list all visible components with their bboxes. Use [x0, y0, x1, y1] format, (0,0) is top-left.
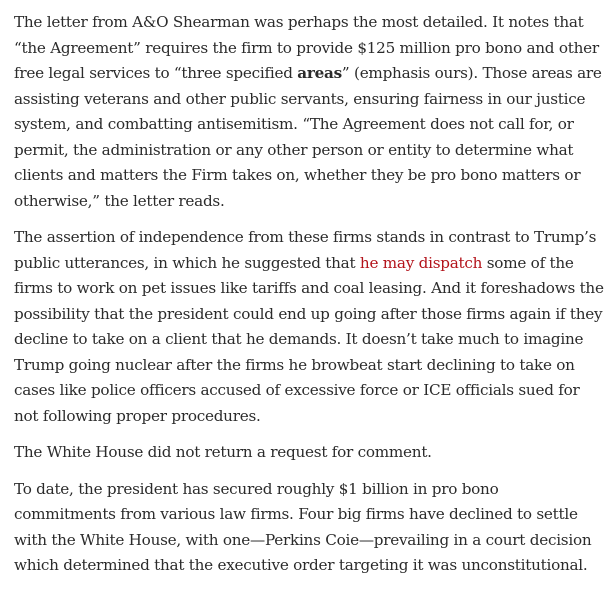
paragraph-4	[14, 477, 604, 579]
paragraph-1-text-a: The letter from A&O Shearman was perhaps the most detailed. It notes that “the Agreement” requires the firm to provide $125 million pro bono and other free legal services to “three specified	[14, 13, 599, 82]
paragraph-1	[14, 10, 604, 214]
emphasis-areas: areas	[297, 64, 342, 82]
paragraph-2-text-a: The assertion of independence from these firms stands in contrast to Trump’s public utterances, in which he suggested that	[14, 228, 597, 272]
paragraph-2-text-b: some of the firms to work on pet issues like tariffs and coal leasing. And it foreshadows the possibility that the president could end up going after those firms again if they decline to take on a client that he demands. It doesn’t take much to imagine Trump going nuclear after the firms he browbeat start declining to take on cases like police officers accused of excessive force or ICE officials sued for not following proper procedures.	[14, 253, 604, 425]
paragraph-4-text: To date, the president has secured roughly $1 billion in pro bono commitments from various law firms. Four big firms have declined to settle with the White House, with one—Perkins Coie—prevailing in a court decision which determined that the executive order targeting it was unconstitutional.	[14, 479, 592, 574]
he-may-dispatch-link[interactable]: he may dispatch	[359, 253, 483, 272]
paragraph-2	[14, 225, 604, 429]
paragraph-3-text: The White House did not return a request for comment.	[14, 443, 432, 461]
paragraph-1-text-b: ” (emphasis ours). Those areas are assisting veterans and other public servants, ensuring fairness in our justice system, and combatting antisemitism. “The Agreement does not call for, or permit, the administration or any other person or entity to determine what clients and matters the Firm takes on, whether they be pro bono matters or otherwise,” the letter reads.	[14, 64, 602, 210]
paragraph-3	[14, 440, 604, 466]
